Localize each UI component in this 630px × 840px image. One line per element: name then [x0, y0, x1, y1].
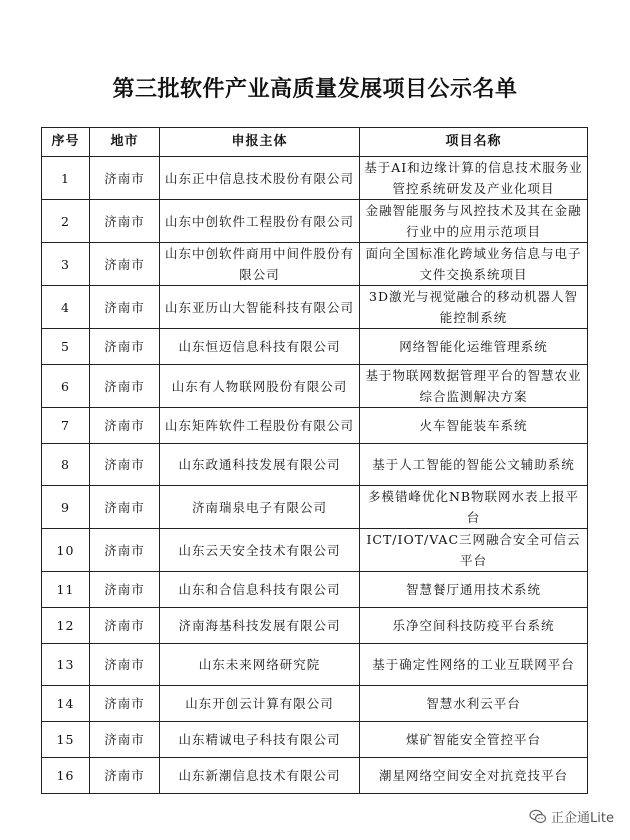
project-cell: 乐净空间科技防疫平台系统: [360, 608, 588, 644]
table-body: [42, 157, 588, 794]
city-cell: 济南市: [90, 529, 160, 572]
project-cell: 基于AI和边缘计算的信息技术服务业管控系统研发及产业化项目: [360, 157, 588, 200]
project-table: [41, 127, 588, 794]
project-cell: 基于物联网数据管理平台的智慧农业综合监测解决方案: [360, 365, 588, 408]
entity-cell: 山东中创软件商用中间件股份有限公司: [160, 243, 360, 286]
table-row: [42, 444, 588, 486]
table-row: [42, 486, 588, 529]
entity-cell: 山东矩阵软件工程股份有限公司: [160, 408, 360, 444]
project-cell: 潮星网络空间安全对抗竞技平台: [360, 758, 588, 794]
city-cell: 济南市: [90, 286, 160, 329]
project-cell: 面向全国标准化跨域业务信息与电子文件交换系统项目: [360, 243, 588, 286]
entity-cell: 山东新潮信息技术有限公司: [160, 758, 360, 794]
table-row: [42, 408, 588, 444]
index-cell: 16: [42, 758, 90, 794]
table-row: [42, 529, 588, 572]
index-cell: 13: [42, 644, 90, 686]
table-row: [42, 572, 588, 608]
index-cell: 1: [42, 157, 90, 200]
city-cell: 济南市: [90, 444, 160, 486]
table-row: [42, 722, 588, 758]
entity-cell: 山东精诚电子科技有限公司: [160, 722, 360, 758]
index-cell: 14: [42, 686, 90, 722]
project-cell: 3D激光与视觉融合的移动机器人智能控制系统: [360, 286, 588, 329]
entity-cell: 山东有人物联网股份有限公司: [160, 365, 360, 408]
index-cell: 11: [42, 572, 90, 608]
project-cell: 金融智能服务与风控技术及其在金融行业中的应用示范项目: [360, 200, 588, 243]
city-cell: 济南市: [90, 243, 160, 286]
table-row: [42, 329, 588, 365]
city-cell: 济南市: [90, 200, 160, 243]
watermark: [529, 807, 614, 826]
city-cell: 济南市: [90, 644, 160, 686]
project-cell: 网络智能化运维管理系统: [360, 329, 588, 365]
index-cell: 2: [42, 200, 90, 243]
index-cell: 5: [42, 329, 90, 365]
header-project: 项目名称: [360, 128, 588, 157]
entity-cell: 济南瑞泉电子有限公司: [160, 486, 360, 529]
entity-cell: 山东政通科技发展有限公司: [160, 444, 360, 486]
project-cell: 基于确定性网络的工业互联网平台: [360, 644, 588, 686]
index-cell: 10: [42, 529, 90, 572]
index-cell: 7: [42, 408, 90, 444]
table-header-row: [42, 128, 588, 157]
index-cell: 6: [42, 365, 90, 408]
entity-cell: 山东和合信息科技有限公司: [160, 572, 360, 608]
entity-cell: 山东中创软件工程股份有限公司: [160, 200, 360, 243]
table-row: [42, 243, 588, 286]
city-cell: 济南市: [90, 157, 160, 200]
city-cell: 济南市: [90, 572, 160, 608]
table-row: [42, 286, 588, 329]
index-cell: 4: [42, 286, 90, 329]
table-row: [42, 644, 588, 686]
city-cell: 济南市: [90, 722, 160, 758]
project-cell: 智慧餐厅通用技术系统: [360, 572, 588, 608]
watermark-text: 正企通Lite: [551, 811, 614, 826]
city-cell: 济南市: [90, 486, 160, 529]
city-cell: 济南市: [90, 758, 160, 794]
entity-cell: 山东未来网络研究院: [160, 644, 360, 686]
project-cell: 多模错峰优化NB物联网水表上报平台: [360, 486, 588, 529]
header-index: 序号: [42, 128, 90, 157]
index-cell: 15: [42, 722, 90, 758]
entity-cell: 山东正中信息技术股份有限公司: [160, 157, 360, 200]
table-row: [42, 157, 588, 200]
project-cell: ICT/IOT/VAC三网融合安全可信云平台: [360, 529, 588, 572]
table-row: [42, 200, 588, 243]
index-cell: 3: [42, 243, 90, 286]
city-cell: 济南市: [90, 408, 160, 444]
city-cell: 济南市: [90, 329, 160, 365]
entity-cell: 山东开创云计算有限公司: [160, 686, 360, 722]
project-cell: 智慧水利云平台: [360, 686, 588, 722]
index-cell: 12: [42, 608, 90, 644]
city-cell: 济南市: [90, 686, 160, 722]
table-row: [42, 608, 588, 644]
project-cell: 基于人工智能的智能公文辅助系统: [360, 444, 588, 486]
project-cell: 煤矿智能安全管控平台: [360, 722, 588, 758]
project-cell: 火车智能装车系统: [360, 408, 588, 444]
entity-cell: 山东亚历山大智能科技有限公司: [160, 286, 360, 329]
table-row: [42, 365, 588, 408]
header-city: 地市: [90, 128, 160, 157]
entity-cell: 山东云天安全技术有限公司: [160, 529, 360, 572]
page-title: 第三批软件产业高质量发展项目公示名单: [112, 77, 518, 102]
index-cell: 9: [42, 486, 90, 529]
entity-cell: 山东恒迈信息科技有限公司: [160, 329, 360, 365]
header-entity: 申报主体: [160, 128, 360, 157]
entity-cell: 济南海基科技发展有限公司: [160, 608, 360, 644]
city-cell: 济南市: [90, 608, 160, 644]
city-cell: 济南市: [90, 365, 160, 408]
table-row: [42, 686, 588, 722]
wechat-icon: [529, 809, 547, 825]
table-row: [42, 758, 588, 794]
index-cell: 8: [42, 444, 90, 486]
